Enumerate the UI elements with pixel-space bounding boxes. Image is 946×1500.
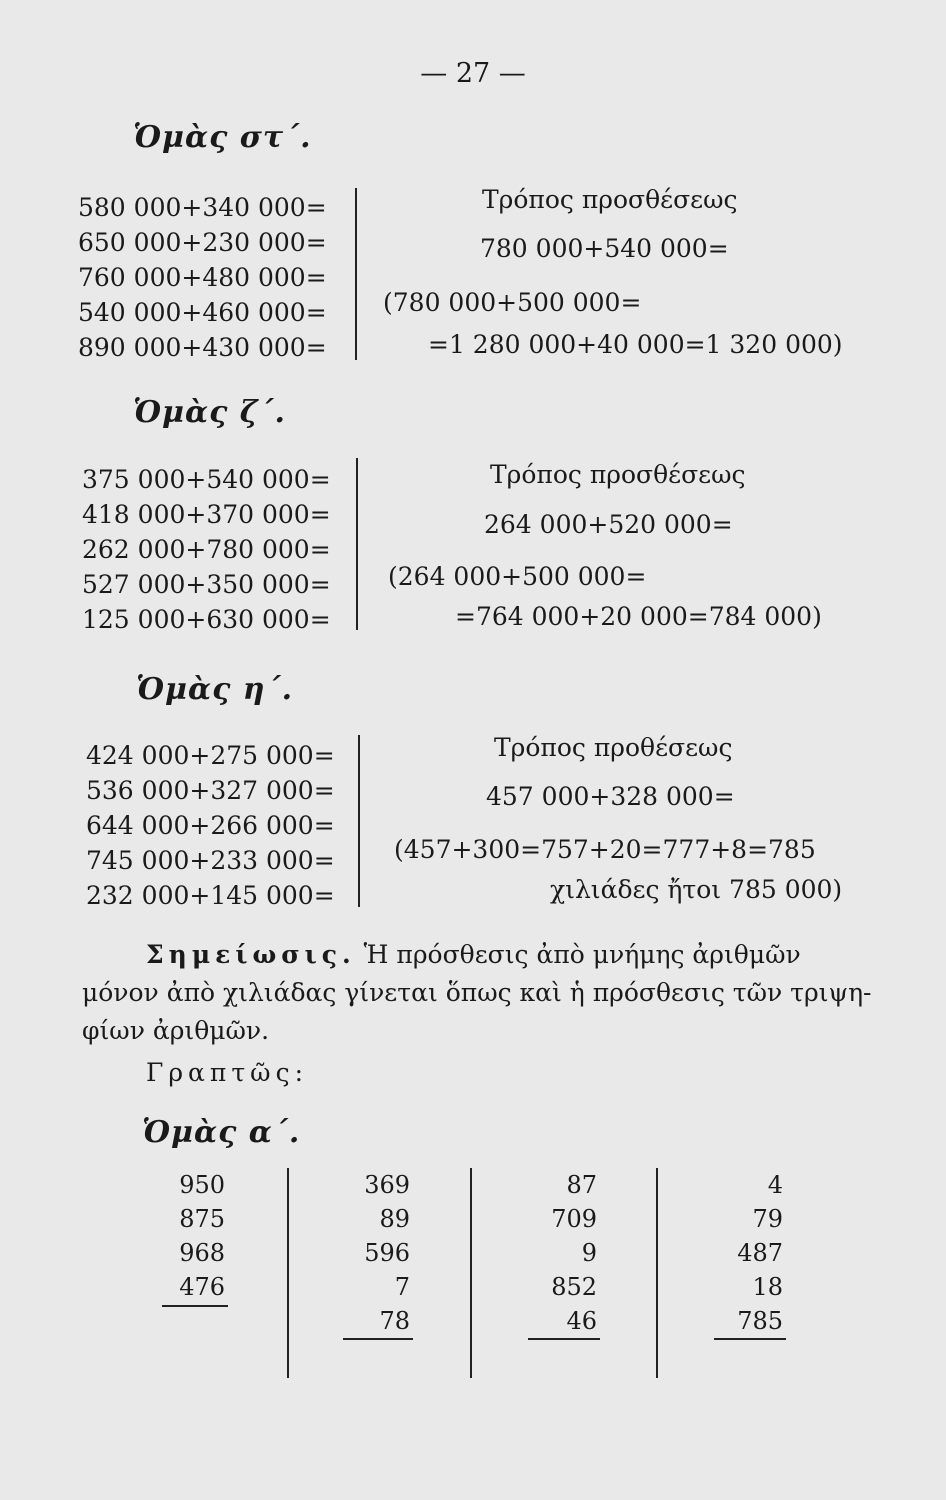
method-line: (780 000+500 000= — [383, 288, 642, 317]
section-heading-z: Ὁμὰς ζ΄. — [133, 395, 287, 430]
note-line: φίων ἀριθμῶν. — [82, 1016, 270, 1045]
equation: 890 000+430 000= — [78, 333, 327, 362]
section-heading-a: Ὁμὰς α΄. — [142, 1115, 301, 1150]
method-line: 264 000+520 000= — [484, 510, 733, 539]
column-number: 596 — [364, 1239, 410, 1267]
column-number: 476 — [179, 1273, 225, 1301]
column-number: 950 — [179, 1171, 225, 1199]
column-number: 487 — [737, 1239, 783, 1267]
column-number: 369 — [364, 1171, 410, 1199]
column-number: 852 — [551, 1273, 597, 1301]
equation: 650 000+230 000= — [78, 228, 327, 257]
sum-underline — [343, 1338, 413, 1340]
equation: 418 000+370 000= — [82, 500, 331, 529]
method-line: =764 000+20 000=784 000) — [455, 602, 822, 631]
column-divider — [470, 1168, 472, 1378]
column-number: 46 — [566, 1307, 597, 1335]
addition-column — [497, 1168, 597, 1338]
column-divider — [287, 1168, 289, 1378]
equation: 760 000+480 000= — [78, 263, 327, 292]
column-number: 709 — [551, 1205, 597, 1233]
equation: 527 000+350 000= — [82, 570, 331, 599]
equations-z — [82, 462, 331, 637]
note-line: μόνον ἀπὸ χιλιάδας γίνεται ὅπως καὶ ἡ πρόσθεσις τῶν τριψη- — [82, 978, 872, 1007]
column-number: 968 — [179, 1239, 225, 1267]
column-number: 9 — [581, 1239, 597, 1267]
equations-st — [78, 190, 327, 365]
method-line: (264 000+500 000= — [388, 562, 647, 591]
sum-underline — [162, 1305, 228, 1307]
equation: 536 000+327 000= — [86, 776, 335, 805]
method-title: Τρόπος προθέσεως — [494, 733, 733, 762]
written-label: Γραπτῶς: — [146, 1058, 308, 1087]
addition-column — [125, 1168, 225, 1304]
note-label: Σημείωσις. — [146, 940, 356, 969]
column-number: 785 — [737, 1307, 783, 1335]
equation: 745 000+233 000= — [86, 846, 335, 875]
addition-column — [683, 1168, 783, 1338]
method-line: 457 000+328 000= — [486, 782, 735, 811]
equation: 644 000+266 000= — [86, 811, 335, 840]
equation: 262 000+780 000= — [82, 535, 331, 564]
addition-column — [310, 1168, 410, 1338]
equation: 424 000+275 000= — [86, 741, 335, 770]
note-first-line — [146, 936, 801, 974]
sum-underline — [714, 1338, 786, 1340]
divider-line — [358, 735, 360, 907]
equation: 580 000+340 000= — [78, 193, 327, 222]
column-number: 87 — [566, 1171, 597, 1199]
section-heading-st: Ὁμὰς στ΄. — [133, 120, 312, 155]
equation: 232 000+145 000= — [86, 881, 335, 910]
method-title: Τρόπος προσθέσεως — [490, 460, 746, 489]
section-heading-i: Ὁμὰς η΄. — [136, 672, 294, 707]
method-title: Τρόπος προσθέσεως — [482, 185, 738, 214]
column-divider — [656, 1168, 658, 1378]
column-number: 875 — [179, 1205, 225, 1233]
method-line: 780 000+540 000= — [480, 234, 729, 263]
equation: 125 000+630 000= — [82, 605, 331, 634]
equations-i — [86, 738, 335, 913]
column-number: 7 — [394, 1273, 410, 1301]
equation: 540 000+460 000= — [78, 298, 327, 327]
method-line: χιλιάδες ἤτοι 785 000) — [550, 875, 843, 904]
column-number: 18 — [752, 1273, 783, 1301]
column-number: 89 — [379, 1205, 410, 1233]
page-number: — 27 — — [420, 58, 526, 89]
column-number: 79 — [752, 1205, 783, 1233]
method-line: (457+300=757+20=777+8=785 — [394, 835, 816, 864]
equation: 375 000+540 000= — [82, 465, 331, 494]
divider-line — [356, 458, 358, 630]
method-line: =1 280 000+40 000=1 320 000) — [428, 330, 843, 359]
sum-underline — [528, 1338, 600, 1340]
divider-line — [355, 188, 357, 360]
note-text: Ἡ πρόσθεσις ἀπὸ μνήμης ἀριθμῶν — [363, 940, 801, 969]
column-number: 4 — [767, 1171, 783, 1199]
column-number: 78 — [379, 1307, 410, 1335]
